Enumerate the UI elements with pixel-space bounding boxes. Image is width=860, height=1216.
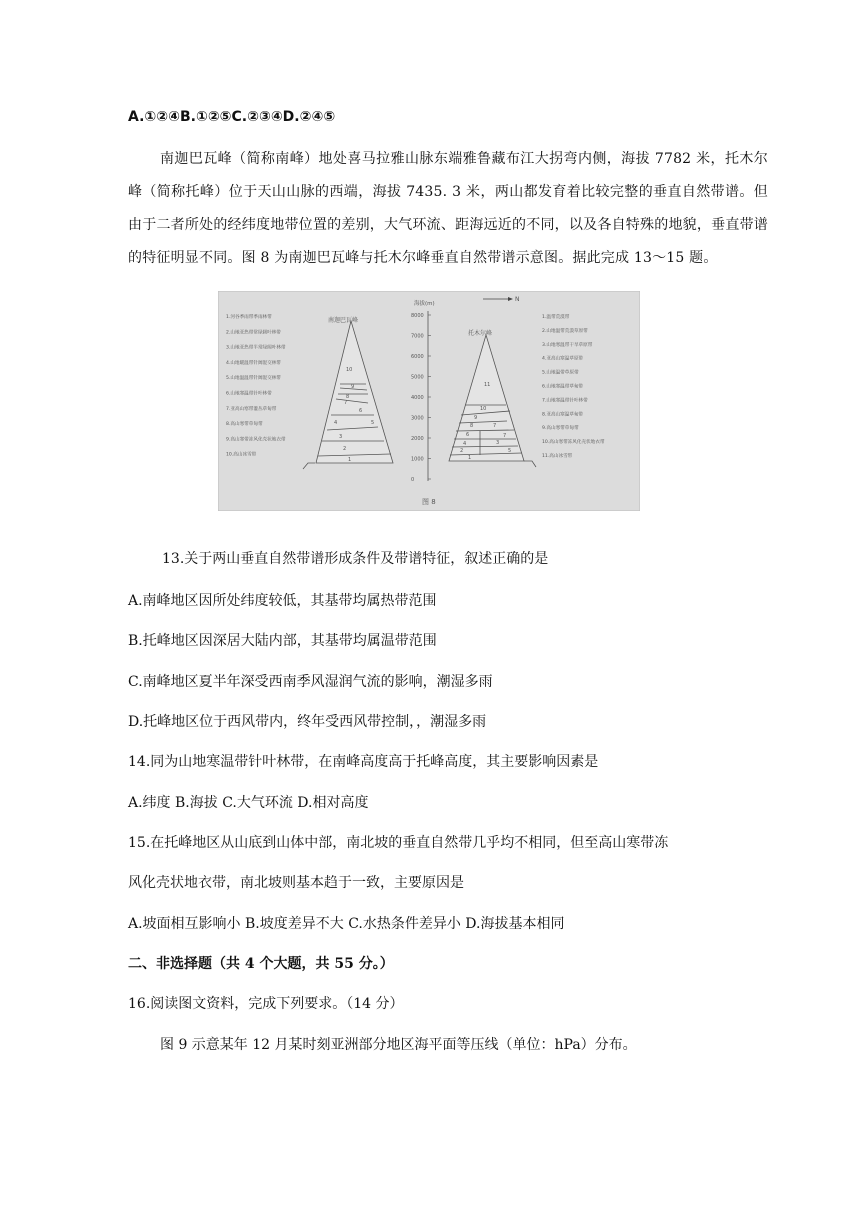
svg-text:2: 2 <box>460 448 464 454</box>
legend-item: 2.山地亚热带常绿阔叶林带 <box>226 330 281 336</box>
legend-item: 7.山地寒温带针叶林带 <box>542 398 588 404</box>
svg-text:N: N <box>515 296 520 303</box>
svg-text:8: 8 <box>346 394 350 400</box>
axis-tick-label: 6000 <box>411 354 424 360</box>
legend-item: 5.山地温带草原带 <box>542 370 579 376</box>
legend-item: 6.山地寒温带草甸带 <box>542 384 584 390</box>
axis-tick-label: 2000 <box>411 436 424 442</box>
legend-item: 4.亚高山寒温草原带 <box>542 356 584 362</box>
axis-tick-label: 1000 <box>411 456 424 463</box>
svg-text:1: 1 <box>468 455 472 461</box>
q15-options: A.坡面相互影响小 B.坡度差异不大 C.水热条件差异小 D.海拔基本相同 <box>128 916 565 932</box>
svg-text:1: 1 <box>348 457 352 463</box>
left-peak-name: 南迦巴瓦峰 <box>328 317 359 324</box>
q12-options: A.①②④B.①②⑤C.②③④D.②④⑤ <box>128 109 336 125</box>
q16-description: 图 9 示意某年 12 月某时刻亚洲部分地区海平面等压线（单位：hPa）分布。 <box>160 1037 637 1053</box>
legend-item: 9.高山寒带冻风化壳状地衣带 <box>226 437 286 443</box>
legend-item: 3.山地亚热带半常绿阔叶林带 <box>226 345 286 351</box>
figure-caption: 图 8 <box>422 498 436 506</box>
legend-item: 2.山地温带荒漠草原带 <box>542 328 588 334</box>
q13-option-d: D.托峰地区位于西风带内，终年受西风带控制，，潮湿多雨 <box>128 714 487 730</box>
legend-item: 6.山地寒温带针叶林带 <box>226 391 272 397</box>
legend-item: 11.高山冰雪带 <box>542 454 573 459</box>
legend-item: 1.温带荒漠带 <box>542 315 570 320</box>
svg-text:9: 9 <box>474 415 478 421</box>
legend-item: 7.亚高山寒带灌丛草甸带 <box>226 406 277 412</box>
legend-item: 4.山地暖温带针阔混交林带 <box>226 360 281 366</box>
q15-stem-line1: 15.在托峰地区从山底到山体中部，南北坡的垂直自然带几乎均不相同，但至高山寒带冻 <box>128 835 669 851</box>
legend-item: 10.高山冰雪带 <box>226 452 257 458</box>
q13-option-c: C.南峰地区夏半年深受西南季风湿润气流的影响，潮湿多雨 <box>128 674 493 690</box>
right-peak-name: 托木尔峰 <box>468 330 493 337</box>
figure-8 <box>218 291 640 511</box>
svg-text:10: 10 <box>480 406 487 412</box>
svg-text:10: 10 <box>346 367 353 373</box>
q13-option-b: B.托峰地区因深居大陆内部，其基带均属温带范围 <box>128 633 437 649</box>
section-2-heading: 二、非选择题（共 4 个大题，共 55 分。） <box>128 956 394 972</box>
q13-option-a: A.南峰地区因所处纬度较低，其基带均属热带范围 <box>128 593 437 609</box>
legend-item: 8.高山寒带草甸带 <box>226 422 263 428</box>
axis-tick-label: 8000 <box>411 313 424 319</box>
q15-stem-line2: 风化壳状地衣带，南北坡则基本趋于一致，主要原因是 <box>128 875 464 891</box>
q14-stem: 14.同为山地寒温带针叶林带，在南峰高度高于托峰高度，其主要影响因素是 <box>128 754 599 770</box>
axis-tick-label: 7000 <box>411 333 424 340</box>
svg-text:4: 4 <box>463 441 467 447</box>
legend-item: 1.河谷季雨带季雨林带 <box>226 315 272 320</box>
legend-item: 9.高山寒带草甸带 <box>542 426 579 432</box>
axis-tick-label: 5000 <box>411 374 424 381</box>
legend-item: 5.山地温温带针阔混交林带 <box>226 376 281 382</box>
q13-stem: 13.关于两山垂直自然带谱形成条件及带谱特征，叙述正确的是 <box>162 551 549 567</box>
svg-text:4: 4 <box>334 420 338 426</box>
svg-text:11: 11 <box>484 382 491 388</box>
legend-item: 3.山地寒温带干旱草原带 <box>542 342 593 348</box>
intro-paragraph: 南迦巴瓦峰（简称南峰）地处喜马拉雅山脉东端雅鲁藏布江大拐弯内侧，海拔 7782 米，托木尔峰（简称托峰）位于天山山脉的西端，海拔 7435. 3 米，两山都发育着比较完整的垂直自然带谱。但由于二者所处的经纬度地带位置的差别，大气环流、距海远近的不同，以及各自特殊的地貌，垂直带谱的特征明显不同。图 8 为南迦巴瓦峰与托木尔峰垂直自然带谱示意图。据此完成 13～15 题。 <box>128 151 768 266</box>
svg-text:3: 3 <box>496 440 500 446</box>
legend-item: 8.亚高山寒温草甸带 <box>542 412 584 418</box>
svg-text:6: 6 <box>359 408 363 414</box>
legend-item: 10.高山寒带冻风化壳状地衣带 <box>542 440 605 446</box>
svg-text:2: 2 <box>343 446 347 452</box>
svg-text:6: 6 <box>466 432 470 438</box>
axis-tick-label: 3000 <box>411 415 424 422</box>
svg-text:8: 8 <box>470 423 474 429</box>
q14-options: A.纬度 B.海拔 C.大气环流 D.相对高度 <box>128 795 369 811</box>
svg-text:5: 5 <box>371 420 375 426</box>
q16-stem: 16.阅读图文资料，完成下列要求。（14 分） <box>128 996 404 1012</box>
svg-text:7: 7 <box>344 400 348 406</box>
svg-text:3: 3 <box>339 434 343 440</box>
svg-text:5: 5 <box>508 448 512 454</box>
svg-text:9: 9 <box>351 384 355 390</box>
svg-text:海拔(m): 海拔(m) <box>414 301 435 307</box>
axis-tick-label: 0 <box>411 477 415 483</box>
svg-text:7: 7 <box>503 433 507 439</box>
svg-text:7: 7 <box>493 423 497 429</box>
axis-tick-label: 4000 <box>411 395 424 401</box>
